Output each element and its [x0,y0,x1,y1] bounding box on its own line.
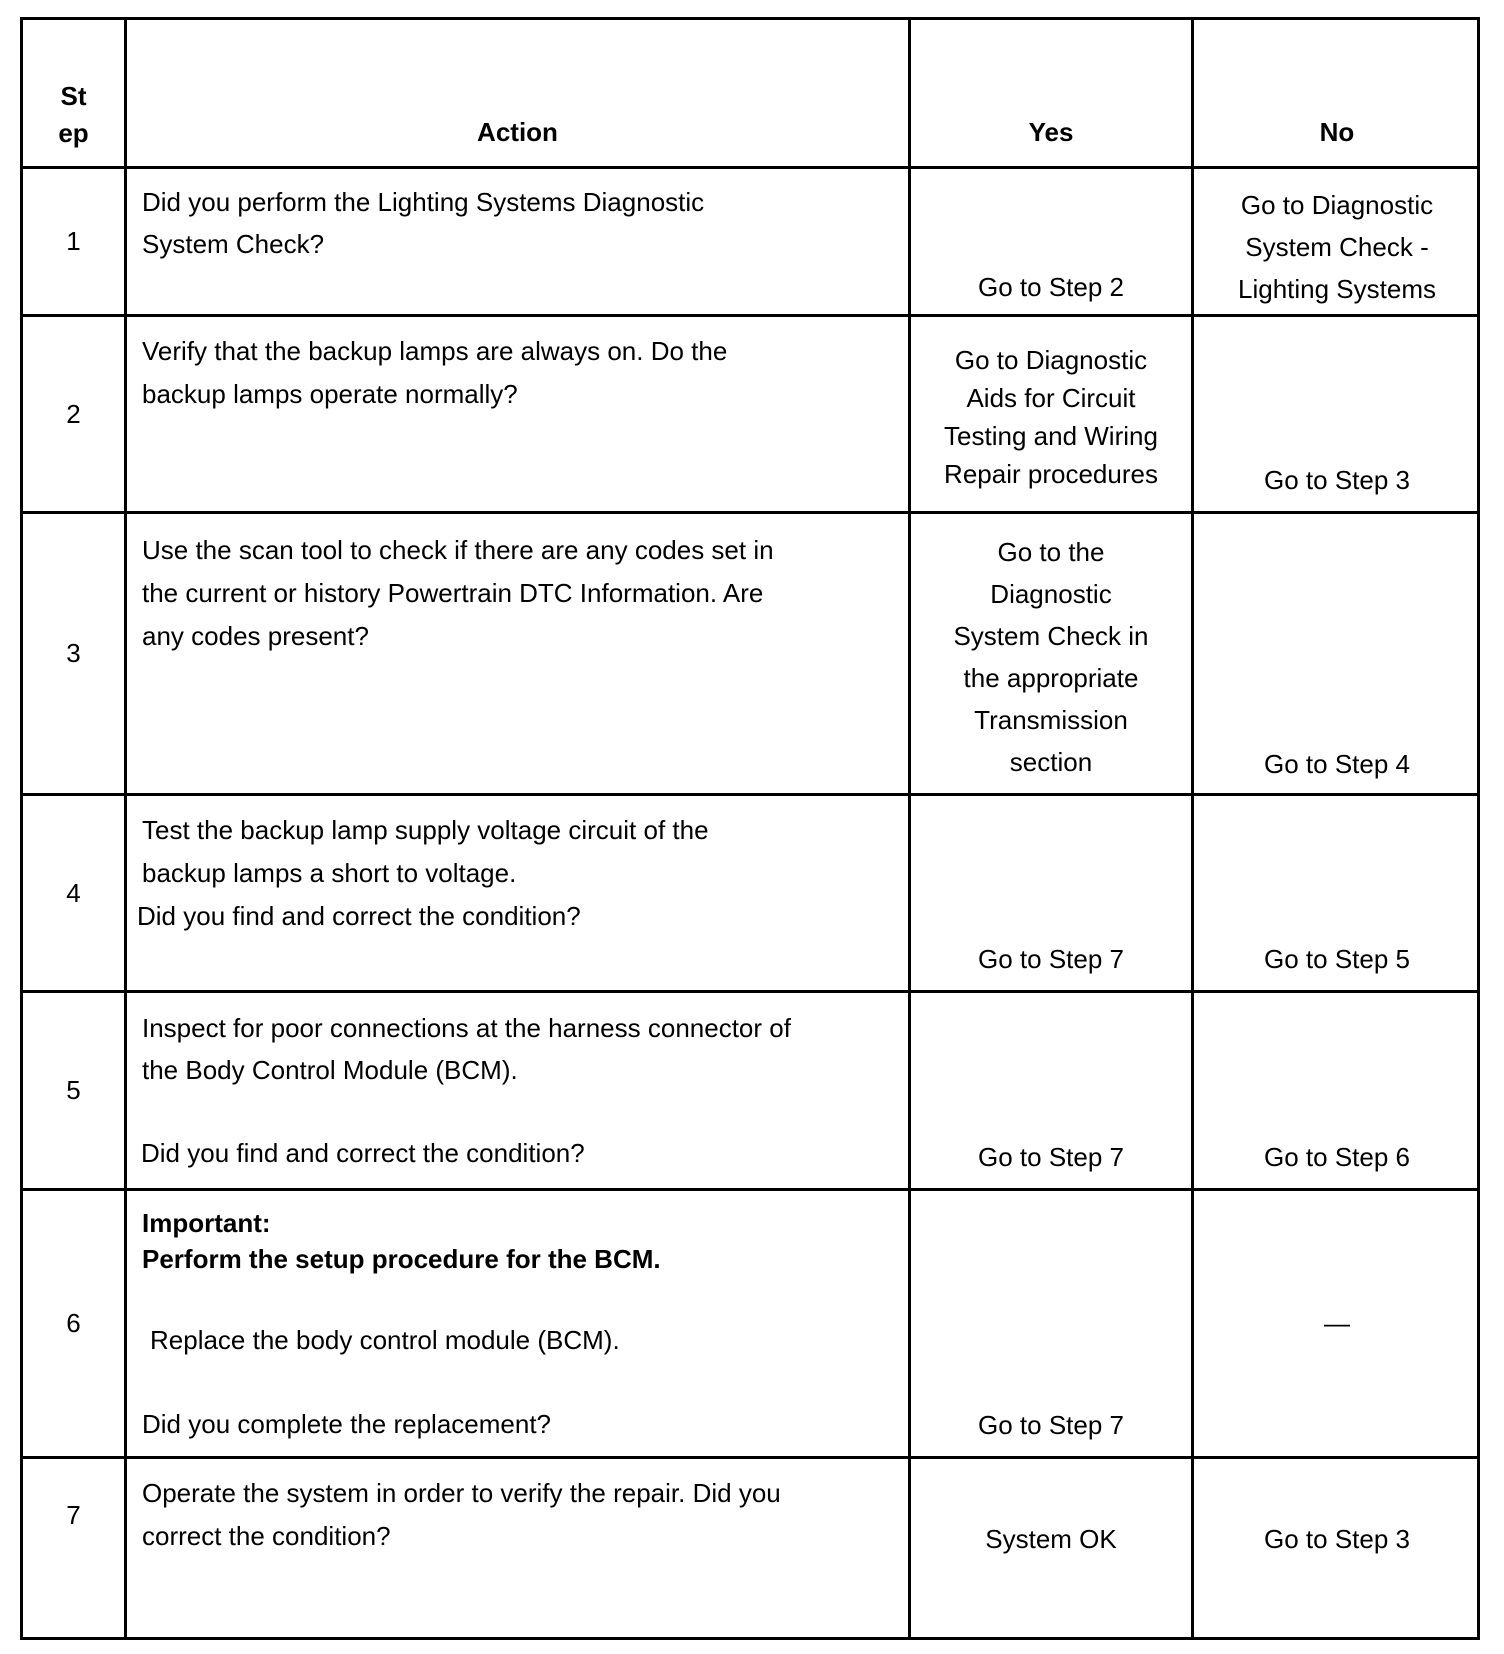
yes-step-2 [908,314,1191,511]
yes-step-4 [908,793,1191,990]
no-step-2 [1191,314,1480,511]
action-text: Did you complete the replacement? [142,1409,552,1439]
step-number-1: 1 [20,166,124,314]
no-text: Go to Step 3 [1264,465,1410,495]
action-step-7 [124,1456,908,1640]
action-step-5 [124,990,908,1188]
yes-text: Go to the [997,537,1105,567]
action-step-1 [124,166,908,314]
action-text: Did you perform the Lighting Systems Diagnostic [142,187,705,217]
action-text: any codes present? [142,621,369,651]
action-text: Did you find and correct the condition? [141,1138,585,1168]
action-text: Did you find and correct the condition? [137,901,581,931]
yes-text: System Check in [953,621,1149,651]
action-step-2 [124,314,908,511]
yes-text: Go to Step 7 [978,944,1124,974]
no-step-5 [1191,990,1480,1188]
no-step-3 [1191,511,1480,793]
header-no [1191,17,1480,166]
no-dash: — [1324,1308,1350,1338]
yes-text: Testing and Wiring [944,421,1158,451]
yes-text: Aids for Circuit [966,383,1136,413]
yes-text: Transmission [974,705,1128,735]
yes-step-1 [908,166,1191,314]
action-step-4 [124,793,908,990]
action-text: backup lamps operate normally? [142,379,518,409]
action-text: Operate the system in order to verify the repair. Did you [142,1478,781,1508]
step-number-7: 7 [20,1456,124,1640]
no-text: Go to Step 3 [1264,1524,1410,1554]
yes-text: Go to Diagnostic [954,345,1148,375]
action-text: correct the condition? [142,1521,391,1551]
diagnostic-table [20,17,1480,1640]
yes-text: Go to Step 7 [978,1142,1124,1172]
header-no-label: No [1319,117,1355,147]
yes-step-3 [908,511,1191,793]
yes-text: Go to Step 7 [978,1410,1124,1440]
step-number-6: 6 [20,1188,124,1456]
step-number-4: 4 [20,793,124,990]
no-text: System Check - [1245,232,1429,262]
yes-text: System OK [985,1524,1117,1554]
yes-text: Diagnostic [990,579,1112,609]
action-text: Test the backup lamp supply voltage circuit of the [142,815,709,845]
no-text: Go to Step 6 [1264,1142,1410,1172]
step-number-2: 2 [20,314,124,511]
yes-text: the appropriate [963,663,1139,693]
important-label: Important: [142,1208,271,1238]
header-step-line1: St [60,81,87,111]
header-yes [908,17,1191,166]
action-step-3 [124,511,908,793]
action-text: Inspect for poor connections at the harness connector of [142,1013,791,1043]
header-step-line2: ep [58,118,89,148]
important-text: Perform the setup procedure for the BCM. [142,1244,661,1274]
yes-text: Go to Step 2 [978,272,1124,302]
action-text: Replace the body control module (BCM). [150,1325,620,1355]
no-step-1 [1191,166,1480,314]
yes-text: Repair procedures [944,459,1158,489]
step-number-3: 3 [20,511,124,793]
action-step-6 [124,1188,908,1456]
no-text: Go to Step 4 [1264,749,1410,779]
action-text: Use the scan tool to check if there are any codes set in [142,535,774,565]
header-action [124,17,908,166]
no-text: Go to Diagnostic [1240,190,1434,220]
no-step-7 [1191,1456,1480,1640]
yes-text: section [1009,747,1093,777]
header-action-label: Action [477,117,558,147]
no-text: Lighting Systems [1238,274,1436,304]
action-text: Verify that the backup lamps are always on. Do the [142,336,728,366]
no-step-6 [1191,1188,1480,1456]
no-step-4 [1191,793,1480,990]
step-number-5: 5 [20,990,124,1188]
no-text: Go to Step 5 [1264,944,1410,974]
action-text: the Body Control Module (BCM). [142,1055,518,1085]
action-text: the current or history Powertrain DTC Information. Are [142,578,764,608]
header-step [20,17,124,166]
header-yes-label: Yes [1028,117,1074,147]
yes-step-5 [908,990,1191,1188]
action-text: backup lamps a short to voltage. [142,858,517,888]
yes-step-7 [908,1456,1191,1640]
action-text: System Check? [142,229,325,259]
yes-step-6 [908,1188,1191,1456]
